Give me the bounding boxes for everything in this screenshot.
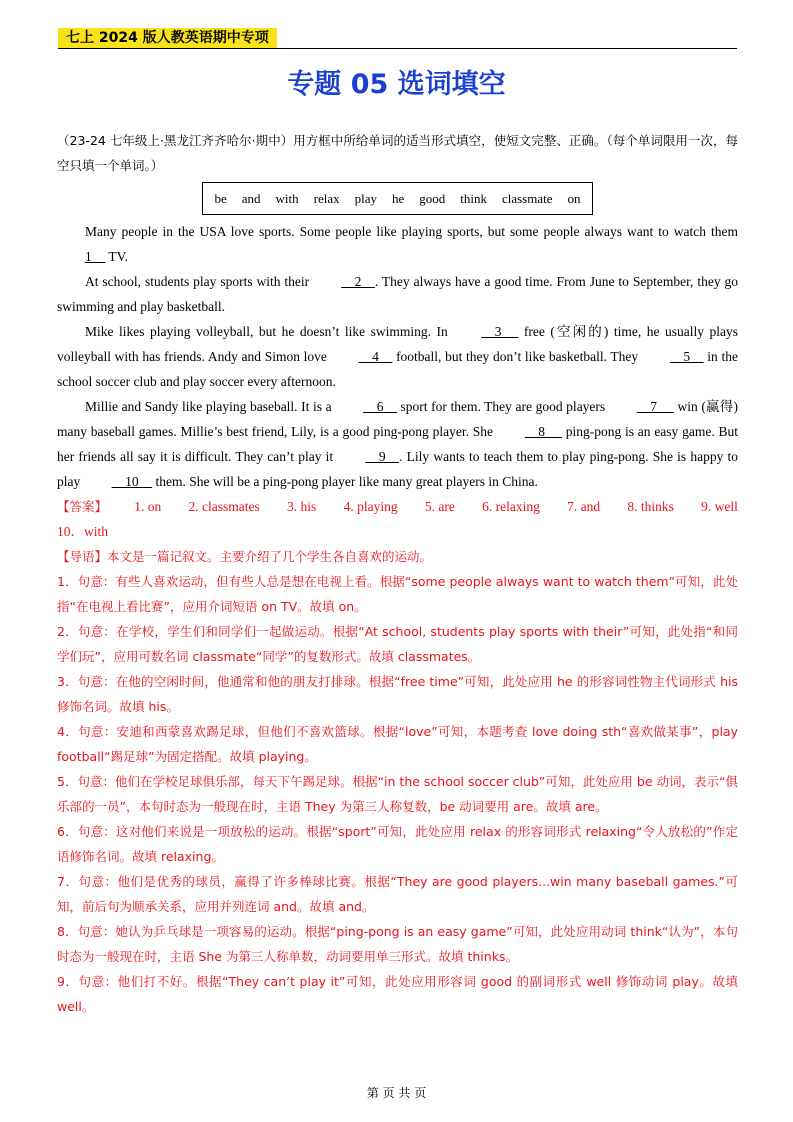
blank-10: 10 xyxy=(111,474,153,489)
passage-paragraph-4 xyxy=(57,394,738,494)
explanation-item: 6．句意：这对他们来说是一项放松的运动。根据“sport”可知，此处应用 relax 的形容词形式 relaxing“令人放松的”作定语修饰名词。故填 relaxing。 xyxy=(57,824,738,864)
answer-item: 4. playing xyxy=(343,499,398,514)
word-box-item: he xyxy=(391,191,405,206)
passage-text: sport for them. They are good players xyxy=(396,399,609,414)
header-tag: 七上 2024 版人教英语期中专项 xyxy=(58,28,277,48)
blank-1: 1 xyxy=(85,249,106,264)
answer-item-10: 10．with xyxy=(57,524,109,539)
explanation-item: 8．句意：她认为乒乓球是一项容易的运动。根据“ping-pong is an easy game”可知，此处应用动词 think“认为”，本句时态为一般现在时，主语 She 为第三人称单数，动词要用单三形式。故填 thinks。 xyxy=(57,924,738,964)
passage-text: . Lily wants to teach them to play ping-pong. She is happy to play xyxy=(57,449,739,489)
passage-text: Millie and Sandy like playing baseball. It is a xyxy=(85,399,336,414)
explanation-item: 2．句意：在学校，学生们和同学们一起做运动。根据“At school, students play sports with their”可知，此处指“和同学们玩”，应用可数名词 classmate“同学”的复数形式。故填 classmates。 xyxy=(57,624,738,664)
explanation-item: 5．句意：他们在学校足球俱乐部，每天下午踢足球。根据“in the school soccer club”可知，此处应用 be 动词，表示“俱乐部的一员”，本句时态为一般现在时，主语 They 为第三人称复数，be 动词要用 are。故填 are。 xyxy=(57,774,738,814)
answer-item: 1. on xyxy=(134,499,162,514)
document-body xyxy=(57,128,738,1019)
word-box-item: on xyxy=(567,191,581,206)
header-rule xyxy=(58,48,737,49)
blank-6: 6 xyxy=(363,399,397,414)
passage-text: TV. xyxy=(105,249,129,264)
word-box-item: think xyxy=(460,191,487,206)
explanation-item: 1．句意：有些人喜欢运动，但有些人总是想在电视上看。根据“some people always want to watch them”可知，此处指“在电视上看比赛”，应用介词短语 on TV。故填 on。 xyxy=(57,574,738,614)
word-box-item: and xyxy=(241,191,261,206)
answer-item: 9. well xyxy=(701,499,738,514)
passage-text: free (空闲的) time, he usually plays volleyball with has friends. Andy and Simon love xyxy=(57,324,738,364)
passage-text: them. She will be a ping-pong player like many great players in China. xyxy=(152,474,538,489)
answer-item: 2. classmates xyxy=(188,499,260,514)
guide-text: 【导语】本文是一篇记叙文。主要介绍了几个学生各自喜欢的运动。 xyxy=(57,549,433,564)
blank-7: 7 xyxy=(636,399,674,414)
blank-8: 8 xyxy=(524,424,562,439)
passage-paragraph-1 xyxy=(57,219,738,269)
word-box-item: classmate xyxy=(501,191,553,206)
instructions: （23-24 七年级上·黑龙江齐齐哈尔·期中）用方框中所给单词的适当形式填空，使短文完整、正确。（每个单词限用一次，每空只填一个单词。） xyxy=(57,133,738,173)
word-box-item: be xyxy=(214,191,227,206)
answer-item: 3. his xyxy=(287,499,317,514)
answer-item: 5. are xyxy=(424,499,455,514)
explanation-item: 4．句意：安迪和西蒙喜欢踢足球，但他们不喜欢篮球。根据“love”可知，本题考查 love doing sth“喜欢做某事”，play football“踢足球”为固定搭配。故填 playing。 xyxy=(57,724,738,764)
passage-text: ping-pong is an easy game. But her friends all say it is difficult. They can’t play it xyxy=(57,424,738,464)
answer-item: 6. relaxing xyxy=(482,499,540,514)
passage-text: football, but they don’t like basketball. They xyxy=(392,349,642,364)
passage-text: Many people in the USA love sports. Some people like playing sports, but some people always want to watch them xyxy=(85,224,738,239)
page-footer: 第 页 共 页 xyxy=(366,1086,427,1100)
passage-text: At school, students play sports with their xyxy=(85,274,314,289)
passage-paragraph-3 xyxy=(57,319,738,394)
word-box-item: relax xyxy=(313,191,340,206)
blank-5: 5 xyxy=(669,349,704,364)
word-box-item: play xyxy=(354,191,377,206)
word-box-item: with xyxy=(275,191,299,206)
explanation-item: 3．句意：在他的空闲时间，他通常和他的朋友打排球。根据“free time”可知，此处应用 he 的形容词性物主代词形式 his 修饰名词。故填 his。 xyxy=(57,674,738,714)
passage-text: in the school soccer club and play soccer every afternoon. xyxy=(57,349,738,389)
word-box xyxy=(202,182,593,215)
answer-item: 7. and xyxy=(567,499,601,514)
explanation-item: 7．句意：他们是优秀的球员，赢得了许多棒球比赛。根据“They are good players...win many baseball games.”可知，前后句为顺承关系，应用并列连词 and。故填 and。 xyxy=(57,874,738,914)
blank-4: 4 xyxy=(358,349,393,364)
page-title: 专题 05 选词填空 xyxy=(287,69,506,100)
passage-text: win (赢得) many baseball games. Millie’s best friend, Lily, is a good ping-pong player. She xyxy=(57,399,738,439)
word-box-item: good xyxy=(419,191,446,206)
answer-label: 【答案】 xyxy=(57,499,108,514)
blank-9: 9 xyxy=(365,449,400,464)
blank-3: 3 xyxy=(481,324,519,339)
passage-text: . They always have a good time. From June to September, they go swimming and play basketball. xyxy=(57,274,739,314)
passage-paragraph-2 xyxy=(57,269,738,319)
passage-text: Mike likes playing volleyball, but he doesn’t like swimming. In xyxy=(85,324,454,339)
blank-2: 2 xyxy=(341,274,375,289)
answer-key xyxy=(57,494,738,519)
answer-item: 8. thinks xyxy=(627,499,674,514)
explanation-item: 9．句意：他们打不好。根据“They can’t play it”可知，此处应用形容词 good 的副词形式 well 修饰动词 play。故填 well。 xyxy=(57,974,738,1014)
